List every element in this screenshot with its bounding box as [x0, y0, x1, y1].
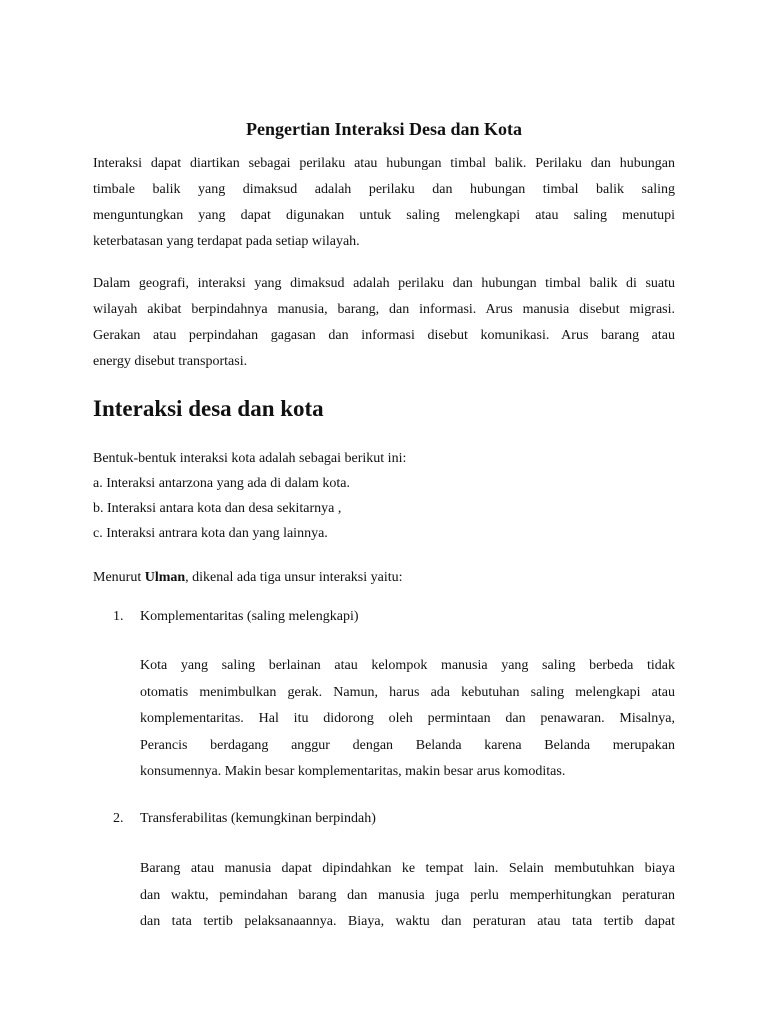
list-heading-text: Transferabilitas (kemungkinan berpindah): [140, 811, 376, 826]
list-item-2-heading: [113, 807, 376, 831]
list-item-1-body: [140, 653, 675, 786]
text-line: Barang atau manusia dapat dipindahkan ke tempat lain. Selain membutuhkan biaya: [140, 861, 675, 876]
text-line: komplementaritas. Hal itu didorong oleh permintaan dan penawaran. Misalnya,: [140, 711, 675, 727]
text-line: Dalam geografi, interaksi yang dimaksud adalah perilaku dan hubungan timbal balik di suatu: [93, 276, 675, 291]
paragraph-geography: [93, 271, 675, 375]
forms-item-b: b. Interaksi antara kota dan desa sekitarnya ,: [93, 501, 342, 516]
text-line: Perancis berdagang anggur dengan Belanda karena Belanda merupakan: [140, 737, 675, 753]
list-heading-text: Komplementaritas (saling melengkapi): [140, 609, 359, 624]
paragraph-definition: [93, 151, 675, 255]
ulman-name: Ulman: [144, 570, 186, 585]
list-item-1-heading: [113, 605, 359, 629]
forms-item-c: c. Interaksi antrara kota dan yang lainnya.: [93, 526, 328, 541]
ulman-suffix: , dikenal ada tiga unsur interaksi yaitu:: [185, 570, 403, 585]
list-item-2-body: [140, 856, 675, 936]
text-line: energy disebut transportasi.: [93, 354, 248, 369]
list-number: 1.: [113, 609, 124, 624]
ulman-prefix: Menurut: [93, 570, 145, 585]
text-line: otomatis menimbulkan gerak. Namun, harus ada kebutuhan saling melengkapi atau: [140, 684, 675, 700]
list-number: 2.: [113, 811, 124, 826]
text-line: konsumennya. Makin besar komplementaritas, makin besar arus komoditas.: [140, 764, 566, 780]
text-line: dan waktu, pemindahan barang dan manusia juga perlu memperhitungkan peraturan: [140, 887, 675, 903]
forms-intro: Bentuk-bentuk interaksi kota adalah sebagai berikut ini:: [93, 451, 407, 466]
text-line: Gerakan atau perpindahan gagasan dan informasi disebut komunikasi. Arus barang atau: [93, 328, 675, 343]
text-line: wilayah akibat berpindahnya manusia, barang, dan informasi. Arus manusia disebut migrasi.: [93, 302, 675, 317]
document-title: Pengertian Interaksi Desa dan Kota: [246, 119, 522, 139]
text-line: Kota yang saling berlainan atau kelompok manusia yang saling berbeda tidak: [140, 658, 675, 673]
section-heading: Interaksi desa dan kota: [93, 396, 324, 421]
text-line: timbale balik yang dimaksud adalah perilaku dan hubungan timbal balik saling: [93, 182, 675, 197]
text-line: Interaksi dapat diartikan sebagai perilaku atau hubungan timbal balik. Perilaku dan hubungan: [93, 156, 675, 171]
text-line: dan tata tertib pelaksanaannya. Biaya, waktu dan peraturan atau tata tertib dapat: [140, 914, 675, 930]
text-line: menguntungkan yang dapat digunakan untuk saling melengkapi atau saling menutupi: [93, 208, 675, 223]
text-line: keterbatasan yang terdapat pada setiap wilayah.: [93, 234, 360, 249]
ulman-line: [93, 565, 403, 590]
forms-item-a: a. Interaksi antarzona yang ada di dalam kota.: [93, 476, 350, 491]
